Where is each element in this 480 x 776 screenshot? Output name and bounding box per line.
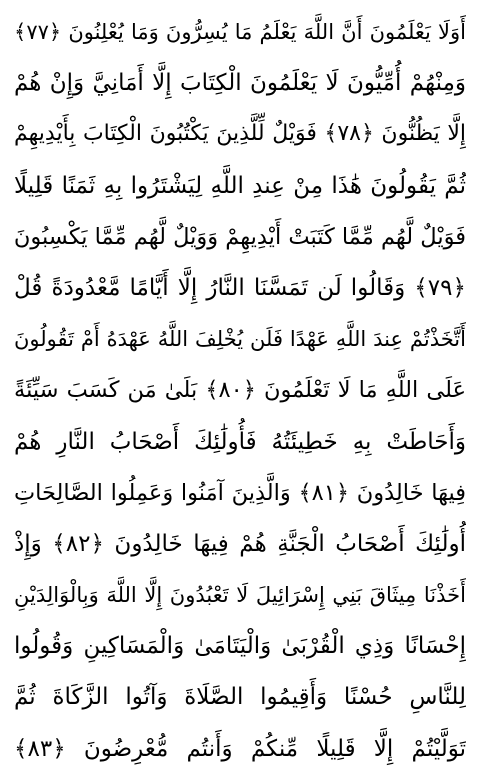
quran-page [14,4,466,772]
text-line-12: أَخَذْنَا مِيثَاقَ بَنِي إِسْرَائِيلَ لَا تَعْبُدُونَ إِلَّا اللَّهَ وَبِالْوَالِدَيْنِ [14,583,466,608]
text-line-9: وَأَحَاطَتْ بِهِ خَطِيئَتُهُ فَأُولَٰئِكَ أَصْحَابُ النَّارِ هُمْ [14,428,466,455]
text-line-14: لِلنَّاسِ حُسْنًا وَأَقِيمُوا الصَّلَاةَ وَآتُوا الزَّكَاةَ ثُمَّ [14,684,466,711]
text-line-11: أُولَٰئِكَ أَصْحَابُ الْجَنَّةِ هُمْ فِيهَا خَالِدُونَ ﴿٨٢﴾ وَإِذْ [14,530,466,557]
text-line-6: ﴿٧٩﴾ وَقَالُوا لَن تَمَسَّنَا النَّارُ إِلَّا أَيَّامًا مَّعْدُودَةً قُلْ [14,274,466,301]
text-line-5: فَوَيْلٌ لَّهُم مِّمَّا كَتَبَتْ أَيْدِيهِمْ وَوَيْلٌ لَّهُم مِّمَّا يَكْسِبُونَ [14,223,466,250]
text-line-3: إِلَّا يَظُنُّونَ ﴿٧٨﴾ فَوَيْلٌ لِّلَّذِينَ يَكْتُبُونَ الْكِتَابَ بِأَيْدِيهِمْ [14,121,466,147]
text-line-8: عَلَى اللَّهِ مَا لَا تَعْلَمُونَ ﴿٨٠﴾ بَلَىٰ مَن كَسَبَ سَيِّئَةً [14,377,466,404]
text-line-13: إِحْسَانًا وَذِي الْقُرْبَىٰ وَالْيَتَامَىٰ وَالْمَسَاكِينِ وَقُولُوا [14,633,466,660]
text-line-10: فِيهَا خَالِدُونَ ﴿٨١﴾ وَالَّذِينَ آمَنُوا وَعَمِلُوا الصَّالِحَاتِ [14,479,466,506]
text-line-7: أَتَّخَذْتُمْ عِندَ اللَّهِ عَهْدًا فَلَن يُخْلِفَ اللَّهُ عَهْدَهُ أَمْ تَقُولُونَ [14,327,466,352]
text-line-4: ثُمَّ يَقُولُونَ هَٰذَا مِنْ عِندِ اللَّهِ لِيَشْتَرُوا بِهِ ثَمَنًا قَلِيلًا [14,172,466,199]
text-line-15: تَوَلَّيْتُمْ إِلَّا قَلِيلًا مِّنكُمْ وَأَنتُم مُّعْرِضُونَ ﴿٨٣﴾ [14,735,466,762]
text-line-1: أَوَلَا يَعْلَمُونَ أَنَّ اللَّهَ يَعْلَمُ مَا يُسِرُّونَ وَمَا يُعْلِنُونَ ﴿٧٧﴾ [14,20,466,44]
text-line-2: وَمِنْهُمْ أُمِّيُّونَ لَا يَعْلَمُونَ الْكِتَابَ إِلَّا أَمَانِيَّ وَإِنْ هُمْ [14,70,466,97]
